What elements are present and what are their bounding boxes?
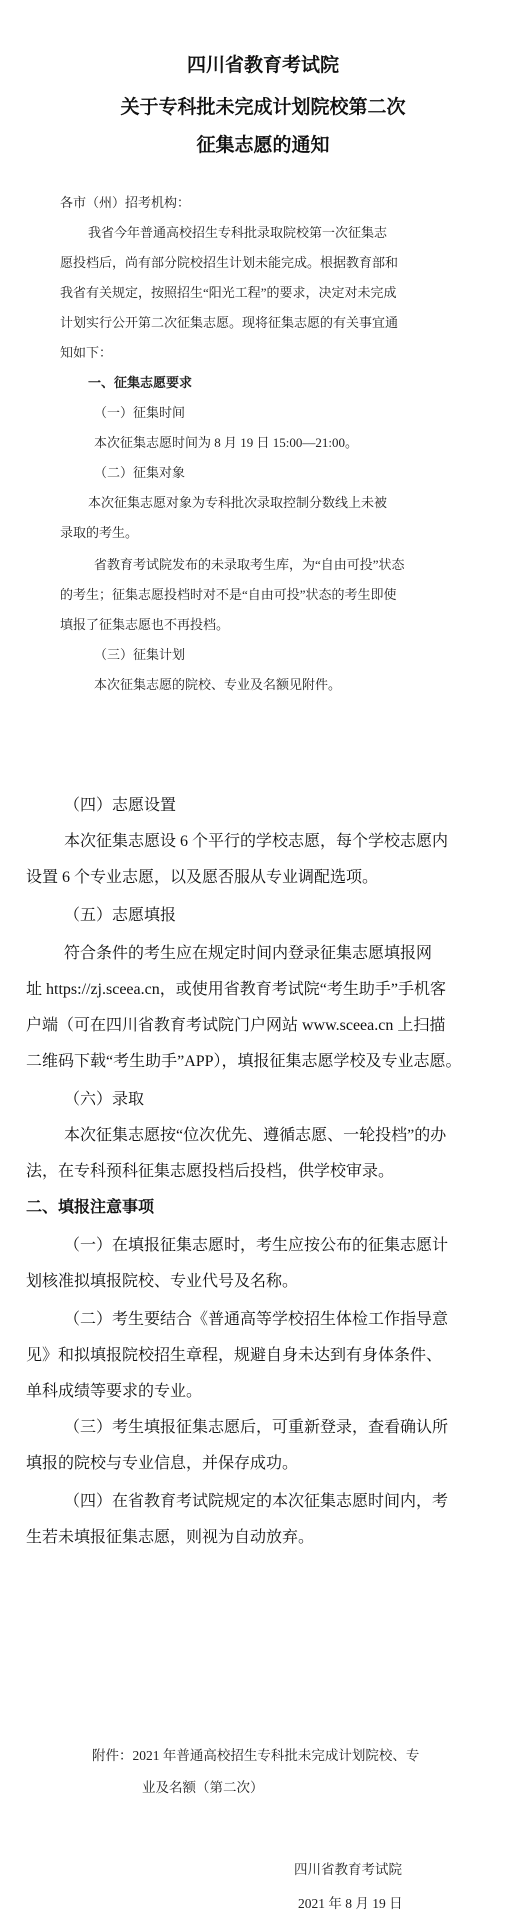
sub-1-heading: （一）征集时间 bbox=[94, 405, 186, 420]
sub-6-text-line: 法，在专科预科征集志愿投档后投档，供学校审录。 bbox=[26, 1163, 395, 1180]
intro-line: 我省今年普通高校招生专科批录取院校第一次征集志 bbox=[88, 225, 388, 240]
sub-2-heading: （二）征集对象 bbox=[94, 465, 186, 480]
note-line: 填报的院校与专业信息，并保存成功。 bbox=[26, 1455, 299, 1472]
sub-6-text-line: 本次征集志愿按“位次优先、遵循志愿、一轮投档”的办 bbox=[64, 1127, 447, 1144]
sub-5-text-line: 户端（可在四川省教育考试院门户网站 www.sceea.cn 上扫描 bbox=[26, 1017, 446, 1034]
note-line: （四）在省教育考试院规定的本次征集志愿时间内，考 bbox=[64, 1493, 449, 1510]
sub-2-text-line: 的考生；征集志愿投档时对不是“自由可投”状态的考生即使 bbox=[60, 587, 397, 602]
intro-line: 愿投档后，尚有部分院校招生计划未能完成。根据教育部和 bbox=[60, 255, 399, 270]
intro-line: 计划实行公开第二次征集志愿。现将征集志愿的有关事宜通 bbox=[60, 315, 399, 330]
sub-4-text-line: 本次征集志愿设 6 个平行的学校志愿，每个学校志愿内 bbox=[64, 833, 449, 850]
sub-3-text: 本次征集志愿的院校、专业及名额见附件。 bbox=[94, 677, 342, 692]
note-line: 单科成绩等要求的专业。 bbox=[26, 1383, 203, 1400]
sub-5-text-line: 符合条件的考生应在规定时间内登录征集志愿填报网 bbox=[64, 945, 433, 962]
salutation: 各市（州）招考机构： bbox=[60, 195, 191, 210]
sub-5-heading: （五）志愿填报 bbox=[64, 907, 177, 924]
sub-6-heading: （六）录取 bbox=[64, 1091, 145, 1108]
note-line: 划核准拟填报院校、专业代号及名称。 bbox=[26, 1273, 299, 1290]
note-line: 见》和拟填报院校招生章程，规避自身未达到有身体条件、 bbox=[26, 1347, 443, 1364]
sub-3-heading: （三）征集计划 bbox=[94, 647, 186, 662]
title-line-1: 四川省教育考试院 bbox=[186, 54, 339, 76]
note-line: （二）考生要结合《普通高等学校招生体检工作指导意 bbox=[64, 1311, 449, 1328]
attachment-line-1: 附件：2021 年普通高校招生专科批未完成计划院校、专 bbox=[92, 1748, 420, 1763]
sub-5-text-line: 二维码下载“考生助手”APP），填报征集志愿学校及专业志愿。 bbox=[26, 1053, 462, 1070]
title-line-2: 关于专科批未完成计划院校第二次 bbox=[120, 96, 406, 118]
section-1-heading: 一、征集志愿要求 bbox=[88, 375, 193, 390]
sub-4-heading: （四）志愿设置 bbox=[64, 797, 177, 814]
title-line-3: 征集志愿的通知 bbox=[196, 134, 330, 156]
sub-2-text-line: 省教育考试院发布的未录取考生库，为“自由可投”状态 bbox=[94, 557, 405, 572]
sub-2-text-line: 本次征集志愿对象为专科批次录取控制分数线上未被 bbox=[88, 495, 388, 510]
attachment-line-2: 业及名额（第二次） bbox=[142, 1780, 264, 1795]
sub-4-text-line: 设置 6 个专业志愿，以及愿否服从专业调配选项。 bbox=[26, 869, 379, 886]
issue-date: 2021 年 8 月 19 日 bbox=[298, 1896, 403, 1911]
note-line: （一）在填报征集志愿时，考生应按公布的征集志愿计 bbox=[64, 1237, 449, 1254]
sub-5-text-line: 址 https://zj.sceea.cn，或使用省教育考试院“考生助手”手机客 bbox=[26, 981, 446, 998]
sub-1-text: 本次征集志愿时间为 8 月 19 日 15:00—21:00。 bbox=[94, 435, 358, 450]
intro-line: 知如下： bbox=[60, 345, 113, 360]
section-2-heading: 二、填报注意事项 bbox=[26, 1199, 155, 1216]
sub-2-text-line: 填报了征集志愿也不再投档。 bbox=[60, 617, 230, 632]
note-line: （三）考生填报征集志愿后，可重新登录，查看确认所 bbox=[64, 1419, 449, 1436]
intro-line: 我省有关规定，按照招生“阳光工程”的要求，决定对未完成 bbox=[60, 285, 397, 300]
note-line: 生若未填报征集志愿，则视为自动放弃。 bbox=[26, 1529, 315, 1546]
issuer-name: 四川省教育考试院 bbox=[294, 1862, 402, 1877]
sub-2-text-line: 录取的考生。 bbox=[60, 525, 139, 540]
